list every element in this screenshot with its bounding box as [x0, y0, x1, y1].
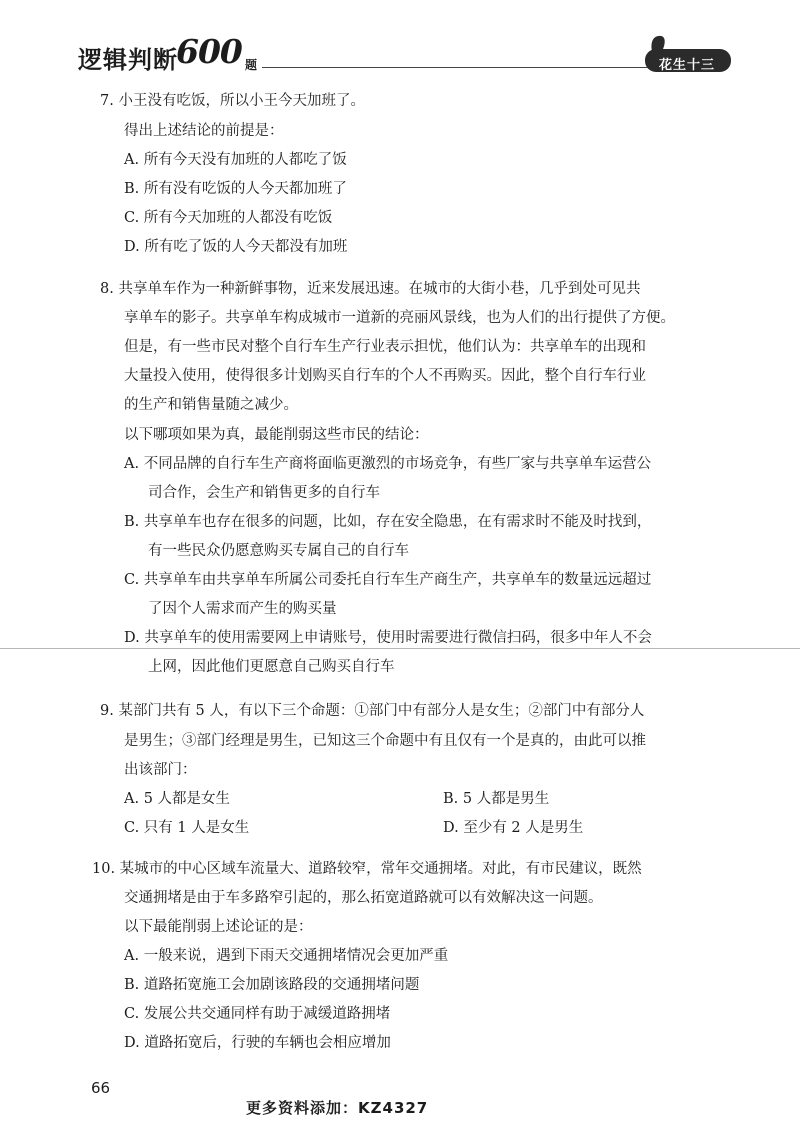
question-9-option-c: C. 只有 1 人是女生 — [124, 820, 250, 836]
question-9-stem-line: 是男生；③部门经理是男生，已知这三个命题中有且仅有一个是真的，由此可以推 — [124, 733, 646, 749]
question-7-option-a: A. 所有今天没有加班的人都吃了饭 — [124, 152, 347, 168]
question-8-option-b-cont: 有一些民众仍愿意购买专属自己的自行车 — [148, 543, 409, 559]
scan-fold-line — [0, 648, 800, 649]
question-8-stem-line: 享单车的影子。共享单车构成城市一道新的亮丽风景线，也为人们的出行提供了方便。 — [124, 310, 675, 326]
book-title: 逻辑判断 — [78, 46, 178, 74]
question-8-option-a: A. 不同品牌的自行车生产商将面临更激烈的市场竞争，有些厂家与共享单车运营公 — [124, 456, 652, 472]
question-8-option-c: C. 共享单车由共享单车所属公司委托自行车生产商生产，共享单车的数量远远超过 — [124, 572, 652, 588]
book-number: 600 — [176, 32, 242, 71]
book-title-suffix: 题 — [245, 58, 258, 72]
question-9-option-b: B. 5 人都是男生 — [443, 791, 550, 807]
question-8-stem-line: 大量投入使用，使得很多计划购买自行车的个人不再购买。因此，整个自行车行业 — [124, 368, 646, 384]
question-9-option-a: A. 5 人都是女生 — [124, 791, 231, 807]
question-7-stem: 7. 小王没有吃饭，所以小王今天加班了。 — [100, 93, 365, 109]
question-8-stem-line: 8. 共享单车作为一种新鲜事物，近来发展迅速。在城市的大街小巷，几乎到处可见共 — [100, 281, 641, 297]
question-10-stem-line: 10. 某城市的中心区域车流量大、道路较窄，常年交通拥堵。对此，有市民建议，既然 — [92, 861, 642, 877]
question-9-stem-line: 出该部门： — [124, 762, 197, 778]
question-8-prompt: 以下哪项如果为真，最能削弱这些市民的结论： — [124, 427, 429, 443]
question-8-stem-line: 的生产和销售量随之减少。 — [124, 397, 298, 413]
question-7-prompt: 得出上述结论的前提是： — [124, 123, 284, 139]
question-9-stem-line: 9. 某部门共有 5 人，有以下三个命题：①部门中有部分人是女生；②部门中有部分人 — [100, 703, 645, 719]
page-number: 66 — [91, 1079, 111, 1097]
brand-logo — [643, 33, 733, 73]
question-10-stem-line: 交通拥堵是由于车多路窄引起的，那么拓宽道路就可以有效解决这一问题。 — [124, 890, 603, 906]
question-7-option-c: C. 所有今天加班的人都没有吃饭 — [124, 210, 333, 226]
header-rule — [262, 67, 650, 68]
question-7-option-b: B. 所有没有吃饭的人今天都加班了 — [124, 181, 347, 197]
question-8-stem-line: 但是，有一些市民对整个自行车生产行业表示担忧，他们认为：共享单车的出现和 — [124, 339, 646, 355]
question-10-prompt: 以下最能削弱上述论证的是： — [124, 919, 313, 935]
question-8-option-b: B. 共享单车也存在很多的问题，比如，存在安全隐患，在有需求时不能及时找到， — [124, 514, 652, 530]
question-10-option-a: A. 一般来说，遇到下雨天交通拥堵情况会更加严重 — [124, 948, 449, 964]
question-8-option-d-cont: 上网，因此他们更愿意自己购买自行车 — [148, 659, 395, 675]
question-8-option-a-cont: 司合作，会生产和销售更多的自行车 — [148, 485, 380, 501]
question-8-option-d: D. 共享单车的使用需要网上申请账号，使用时需要进行微信扫码，很多中年人不会 — [124, 630, 652, 646]
question-10-option-b: B. 道路拓宽施工会加剧该路段的交通拥堵问题 — [124, 977, 420, 993]
brand-text: 花生十三 — [659, 58, 716, 73]
question-8-option-c-cont: 了因个人需求而产生的购买量 — [148, 601, 337, 617]
question-7-option-d: D. 所有吃了饭的人今天都没有加班 — [124, 239, 348, 255]
question-10-option-d: D. 道路拓宽后，行驶的车辆也会相应增加 — [124, 1035, 391, 1051]
question-9-option-d: D. 至少有 2 人是男生 — [443, 820, 584, 836]
footer-note: 更多资料添加：KZ4327 — [246, 1099, 429, 1117]
page-header — [0, 0, 800, 80]
question-10-option-c: C. 发展公共交通同样有助于减缓道路拥堵 — [124, 1006, 391, 1022]
